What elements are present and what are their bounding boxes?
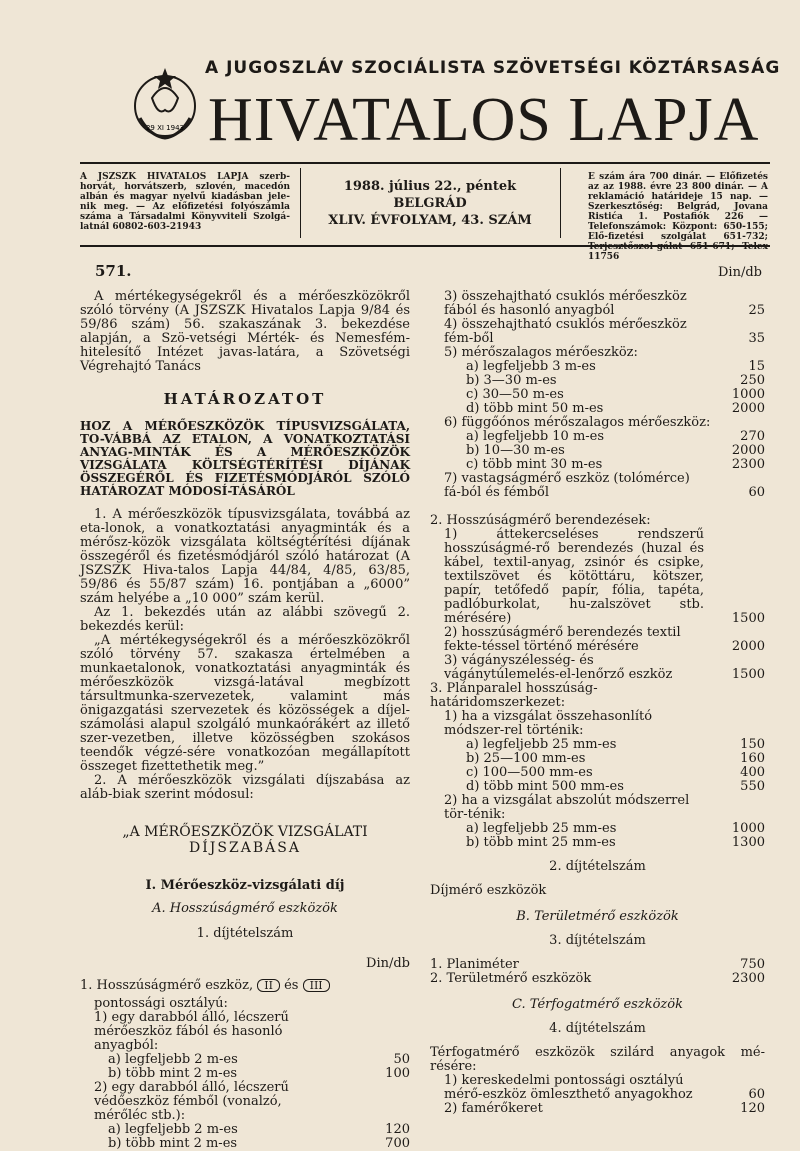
item-amount: 750 <box>740 957 765 972</box>
item-amount: 2300 <box>731 457 765 472</box>
item-amount: 25 <box>748 303 765 318</box>
item-text: 7) vastagságmérő eszköz (tolómérce) fá-ból és fémből <box>444 471 690 500</box>
item-text: a) legfeljebb 25 mm-es <box>466 821 617 836</box>
item-text: 2. Területmérő eszközök <box>430 971 592 986</box>
item-amount: 250 <box>740 373 765 388</box>
item-text: 2) famérőkeret <box>444 1101 543 1116</box>
item-text: 4) összehajtható csuklós mérőeszköz fém-ből <box>444 317 687 346</box>
item-amount <box>366 1081 410 1123</box>
tariff-4-label: 4. díjtételszám <box>549 1021 646 1036</box>
tariff-title-2: DÍJSZABÁSA <box>189 840 301 856</box>
item-text: b) több mint 2 m-es <box>108 1066 238 1081</box>
item-amount: 2000 <box>731 443 765 458</box>
item-text: b) 3—30 m-es <box>466 373 557 388</box>
item-text: a) legfeljebb 25 mm-es <box>466 737 617 752</box>
item-amount: 400 <box>740 765 765 780</box>
masthead-right-info: E szám ára 700 dinár. — Előfizetés az az 1988. évre 23 800 dinár. — A reklamáció határideje 15 nap. — Szerkesztőség: Belgrád, Jovana Ristića 1. Postafiók 226 — Telefonszámok: Központ: 650-155; Elő-fizetési szolgálat 651-732; Terjesztőszol-gálat 651-671; Telex 11756 <box>588 172 768 262</box>
masthead-title: HIVATALOS LAPJA <box>208 86 760 154</box>
class-box-ii: II <box>257 979 280 992</box>
paragraph-1: 1. A mérőeszközök típusvizsgálata, továbbá az eta-lonok, a vonatkoztatási anyagminták és a mérősz-közök vizsgálata költségtérítési díjának összegéről és fizetésmódjáról szóló határozat (A JSZSZK Hiva-talos Lapja 44/84, 4/85, 63/85, 59/86 és 55/87 szám) 16. pontjában a „6000” szám helyébe a „10 000” szám kerül. <box>80 507 410 606</box>
left-column <box>80 290 410 1151</box>
list-item <box>430 836 765 850</box>
list-item <box>430 374 765 388</box>
state-emblem-icon <box>130 58 200 148</box>
item-amount <box>721 416 765 430</box>
item-text: 3) vágányszélesség- és vágánytúlemelés-el-lenőrző eszköz <box>444 653 673 682</box>
item-text: 3) összehajtható csuklós mérőeszköz fából és hasonló anyagból <box>444 289 687 318</box>
item-text: a) legfeljebb 2 m-es <box>108 1122 238 1137</box>
list-item <box>430 626 765 654</box>
item-amount <box>721 710 765 738</box>
item-text: c) 100—500 mm-es <box>466 765 593 780</box>
item-amount: 2000 <box>731 401 765 416</box>
header-divider-left <box>300 168 301 238</box>
item-amount: 100 <box>385 1066 410 1081</box>
left-item-0 <box>80 979 410 993</box>
item-text: a) legfeljebb 2 m-es <box>108 1052 238 1067</box>
item-amount <box>721 514 765 528</box>
item-amount <box>721 346 765 360</box>
item-text: b) több mint 2 m-es <box>108 1136 238 1151</box>
item-text: b) 10—30 m-es <box>466 443 565 458</box>
list-item <box>430 318 765 346</box>
list-item <box>430 444 765 458</box>
list-item <box>430 360 765 374</box>
list-item <box>430 710 765 738</box>
item-amount: 2300 <box>731 971 765 986</box>
item-text: 1) egy darabból álló, lécszerű mérőeszköz fából és hasonló anyagból: <box>94 1010 289 1053</box>
list-item <box>430 822 765 836</box>
class-box-iii: III <box>303 979 330 992</box>
item-text: b) 25—100 mm-es <box>466 751 586 766</box>
paragraph-2: Az 1. bekezdés után az alábbi szövegű 2. bekezdés kerül: <box>80 605 410 634</box>
top-rule <box>80 162 770 164</box>
list-item <box>430 766 765 780</box>
item-amount: 120 <box>740 1101 765 1116</box>
item-text: 2) hosszúságmérő berendezés textil fekte-téssel történő mérésére <box>444 625 681 654</box>
list-item <box>430 794 765 822</box>
item-text: 1) kereskedelmi pontossági osztályú mérő-eszköz ömleszthető anyagokhoz <box>444 1073 693 1102</box>
list-item <box>430 472 765 500</box>
list-item <box>430 346 765 360</box>
item-amount: 15 <box>748 359 765 374</box>
masthead-center <box>305 178 555 229</box>
item-amount: 120 <box>385 1122 410 1137</box>
list-item <box>80 1053 410 1067</box>
paragraph-3: „A mértékegységekről és a mérőeszközökről szóló törvény 57. szakasza értelmében a munkaetalonok, vonatkoztatási anyagminták és mérőeszközök vizsgá-latával megbízott társultmunka-szervezetek, valamint más önigazgatási szervezetek és közösségek a díjel-számolási alapul szolgáló munkaórákért az illető szer-vezetben, illetve közösségben szokásos teendők végzé-sére vonatkozóan megállapított összeget fizettethetik meg.” <box>80 633 410 774</box>
item-amount <box>721 794 765 822</box>
section-a-heading: A. Hosszúságmérő eszközök <box>152 901 338 916</box>
item-text: 6) függőónos mérőszalagos mérőeszköz: <box>444 415 711 430</box>
list-item <box>430 290 765 318</box>
item-amount: 700 <box>385 1136 410 1151</box>
right-column <box>430 290 765 1116</box>
paragraph-4: 2. A mérőeszközök vizsgálati díjszabása az aláb-biak szerint módosul: <box>80 773 410 802</box>
list-item <box>430 416 765 430</box>
item-text: a) legfeljebb 3 m-es <box>466 359 596 374</box>
article-number: 571. <box>95 262 132 280</box>
item-text: c) 30—50 m-es <box>466 387 564 402</box>
item-amount: 160 <box>740 751 765 766</box>
item-amount: 2000 <box>731 639 765 654</box>
item-text: 2) ha a vizsgálat abszolút módszerrel tör-ténik: <box>444 793 690 822</box>
left-item-0-and: és <box>284 978 299 993</box>
left-din-header: Din/db <box>366 956 410 971</box>
tariff-3-label: 3. díjtételszám <box>549 933 646 948</box>
issue-volume: XLIV. ÉVFOLYAM, 43. SZÁM <box>328 213 532 228</box>
item-amount: 1300 <box>731 835 765 850</box>
item-text: 5) mérőszalagos mérőeszköz: <box>444 345 638 360</box>
item-text: a) legfeljebb 10 m-es <box>466 429 605 444</box>
item-text: d) több mint 50 m-es <box>466 401 604 416</box>
list-item <box>430 388 765 402</box>
item-amount <box>366 1011 410 1053</box>
item-amount: 60 <box>748 1087 765 1102</box>
item-text: d) több mint 500 mm-es <box>466 779 624 794</box>
left-item-0-text: 1. Hosszúságmérő eszköz, <box>80 978 254 993</box>
decision-heading: HATÁROZATOT <box>163 390 327 408</box>
list-item <box>430 1074 765 1102</box>
intro-paragraph: A mértékegységekről és a mérőeszközökről szóló törvény (A JSZSZK Hivatalos Lapja 9/84 és 59/86 szám) 56. szakaszának 3. bekezdése alapján, a Szö-vetségi Mérték- és Nemesfém-hitelesítő Intézet javas-latára, a Szövetségi Végrehajtó Tanács <box>80 289 410 374</box>
item-amount: 1500 <box>731 667 765 682</box>
item-text: 1) áttekercseléses rendszerű hosszúságmé-rő berendezés (huzal és kábel, textil-anyag, zsinór és csipke, textilszövet és kötöttáru, kötszer, papír, tetőfedő papír, fólia, tapéta, padlóburkolat, hu-zalszövet stb. mérésére) <box>444 527 704 626</box>
list-item <box>80 1081 410 1123</box>
section-1-heading: I. Mérőeszköz-vizsgálati díj <box>145 878 345 893</box>
issue-place: BELGRÁD <box>393 196 467 211</box>
emblem-text: 29 XI 1943 <box>145 124 185 132</box>
item-amount: 1500 <box>731 611 765 626</box>
item-amount <box>366 997 410 1011</box>
tariff-2-label: 2. díjtételszám <box>549 859 646 874</box>
item-amount: 35 <box>748 331 765 346</box>
item-text: 1) ha a vizsgálat összehasonlító módszer-rel történik: <box>444 709 653 738</box>
list-item <box>430 514 765 528</box>
header-bottom-rule <box>80 245 770 247</box>
list-item <box>80 1011 410 1053</box>
header-divider-right <box>560 168 561 238</box>
item-amount <box>721 682 765 710</box>
list-item <box>430 1102 765 1116</box>
list-item <box>430 752 765 766</box>
item-text: 2) egy darabból álló, lécszerű védőeszköz fémből (vonalzó, mérőléc stb.): <box>94 1080 289 1123</box>
list-item <box>80 1137 410 1151</box>
item-text: c) több mint 30 m-es <box>466 457 603 472</box>
tariff-2-description: Díjmérő eszközök <box>430 883 547 898</box>
issue-date: 1988. július 22., péntek <box>343 179 517 194</box>
section-b-heading: B. Területmérő eszközök <box>516 909 679 924</box>
item-text: pontossági osztályú: <box>94 996 228 1011</box>
item-text: 3. Plánparalel hosszúság-határidomszerkezet: <box>430 681 598 710</box>
item-text: b) több mint 25 mm-es <box>466 835 616 850</box>
right-din-header: Din/db <box>718 265 762 280</box>
item-text: 2. Hosszúságmérő berendezések: <box>430 513 651 528</box>
list-item <box>430 682 765 710</box>
section-c-heading: C. Térfogatmérő eszközök <box>512 997 683 1012</box>
masthead-left-info: A JSZSZK HIVATALOS LAPJA szerb-horvát, horvátszerb, szlovén, macedón albán és magyar nyelvű kiadásban jele-nik meg. — Az előfizetési folyószámla száma a Társadalmi Könyvviteli Szolgá-latnál 60802-603-21943 <box>80 172 290 232</box>
section-c-intro: Térfogatmérő eszközök szilárd anyagok mé-résére: <box>430 1045 765 1074</box>
tariff-title-1: „A MÉRŐESZKÖZÖK VIZSGÁLATI <box>122 824 368 840</box>
item-amount: 50 <box>393 1052 410 1067</box>
item-text: 1. Planiméter <box>430 957 519 972</box>
list-item <box>430 430 765 444</box>
item-amount: 1000 <box>731 387 765 402</box>
list-item <box>430 780 765 794</box>
list-item <box>80 997 410 1011</box>
item-amount: 550 <box>740 779 765 794</box>
masthead-supertitle: A JUGOSZLÁV SZOCIÁLISTA SZÖVETSÉGI KÖZTÁRSASÁG <box>205 58 781 78</box>
list-item <box>430 972 765 986</box>
tariff-1-label: 1. díjtételszám <box>196 926 294 941</box>
item-amount: 270 <box>740 429 765 444</box>
decision-title: HOZ A MÉRŐESZKÖZÖK TÍPUSVIZSGÁLATA, TO-VÁBBÁ AZ ETALON, A VONATKOZTATÁSI ANYAG-MINTÁK ÉS A MÉRŐESZKÖZÖK VIZSGÁLATA KÖLTSÉGTÉRÍTÉSI DÍJÁNAK ÖSSZEGÉRŐL ÉS FIZETÉSMÓDJÁRÓL SZÓLÓ HATÁROZAT MÓDOSÍ-TÁSÁRÓL <box>80 419 410 498</box>
list-item <box>430 528 765 626</box>
list-item <box>430 738 765 752</box>
item-amount: 60 <box>748 485 765 500</box>
item-amount: 1000 <box>731 821 765 836</box>
list-item <box>80 1067 410 1081</box>
list-item <box>430 458 765 472</box>
list-item <box>430 402 765 416</box>
item-amount: 150 <box>740 737 765 752</box>
list-item <box>430 654 765 682</box>
list-item <box>430 958 765 972</box>
list-item <box>80 1123 410 1137</box>
